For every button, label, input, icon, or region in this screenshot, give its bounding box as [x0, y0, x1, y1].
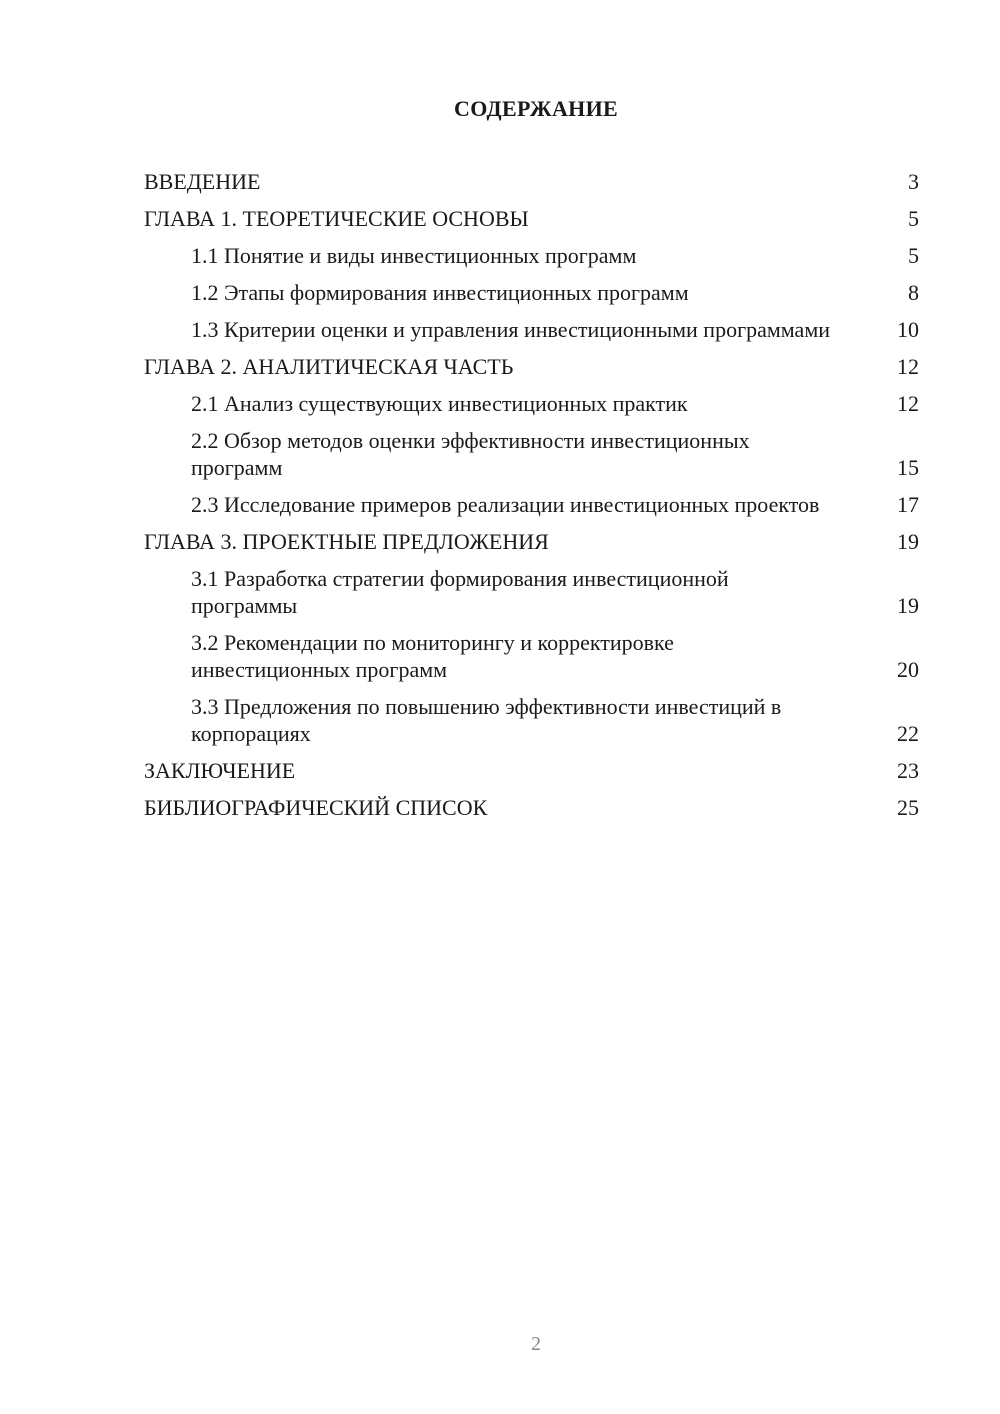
toc-entry-text: ГЛАВА 1. ТЕОРЕТИЧЕСКИЕ ОСНОВЫ — [144, 206, 529, 231]
toc-entry-section-2-1 — [144, 390, 919, 417]
toc-entry-page: 19 — [897, 593, 919, 618]
toc-entry-section-3-1 — [144, 565, 919, 619]
toc-entry-chapter-2 — [144, 353, 919, 380]
toc-entry-conclusion — [144, 757, 919, 784]
toc-entry-introduction — [144, 168, 919, 195]
toc-entry-page: 5 — [908, 243, 919, 268]
toc-entry-section-2-2 — [144, 427, 919, 481]
toc-entry-page: 17 — [897, 492, 919, 517]
table-of-contents — [144, 168, 919, 831]
toc-entry-section-1-2 — [144, 279, 919, 306]
toc-entry-text: 3.1 Разработка стратегии формирования инвестиционной программы — [191, 566, 729, 618]
toc-entry-section-1-3 — [144, 316, 919, 343]
toc-entry-text: ЗАКЛЮЧЕНИЕ — [144, 758, 296, 783]
toc-entry-section-2-3 — [144, 491, 919, 518]
toc-entry-text: ВВЕДЕНИЕ — [144, 169, 261, 194]
toc-entry-section-3-3 — [144, 693, 919, 747]
toc-entry-text: ГЛАВА 2. АНАЛИТИЧЕСКАЯ ЧАСТЬ — [144, 354, 514, 379]
toc-entry-page: 23 — [897, 758, 919, 783]
toc-entry-section-1-1 — [144, 242, 919, 269]
toc-entry-page: 8 — [908, 280, 919, 305]
page-title: СОДЕРЖАНИЕ — [454, 96, 618, 121]
toc-entry-page: 25 — [897, 795, 919, 820]
toc-entry-page: 10 — [897, 317, 919, 342]
toc-entry-section-3-2 — [144, 629, 919, 683]
toc-entry-text: ГЛАВА 3. ПРОЕКТНЫЕ ПРЕДЛОЖЕНИЯ — [144, 529, 549, 554]
toc-entry-page: 19 — [897, 529, 919, 554]
toc-entry-text: 3.3 Предложения по повышению эффективности инвестиций в корпорациях — [191, 694, 782, 746]
toc-entry-page: 12 — [897, 354, 919, 379]
toc-entry-page: 15 — [897, 455, 919, 480]
toc-entry-text: 2.2 Обзор методов оценки эффективности инвестиционных программ — [191, 428, 750, 480]
page-number: 2 — [531, 1333, 541, 1355]
toc-entry-text: 2.3 Исследование примеров реализации инвестиционных проектов — [191, 492, 820, 517]
toc-entry-text: 3.2 Рекомендации по мониторингу и корректировке инвестиционных программ — [191, 630, 674, 682]
toc-entry-page: 22 — [897, 721, 919, 746]
toc-entry-page: 3 — [908, 169, 919, 194]
toc-entry-page: 12 — [897, 391, 919, 416]
toc-entry-page: 5 — [908, 206, 919, 231]
toc-entry-page: 20 — [897, 657, 919, 682]
toc-entry-text: 1.3 Критерии оценки и управления инвестиционными программами — [191, 317, 831, 342]
toc-entry-text: БИБЛИОГРАФИЧЕСКИЙ СПИСОК — [144, 795, 488, 820]
toc-entry-text: 2.1 Анализ существующих инвестиционных практик — [191, 391, 688, 416]
toc-entry-bibliography — [144, 794, 919, 821]
toc-entry-chapter-3 — [144, 528, 919, 555]
toc-entry-text: 1.2 Этапы формирования инвестиционных программ — [191, 280, 689, 305]
toc-entry-text: 1.1 Понятие и виды инвестиционных программ — [191, 243, 637, 268]
toc-entry-chapter-1 — [144, 205, 919, 232]
